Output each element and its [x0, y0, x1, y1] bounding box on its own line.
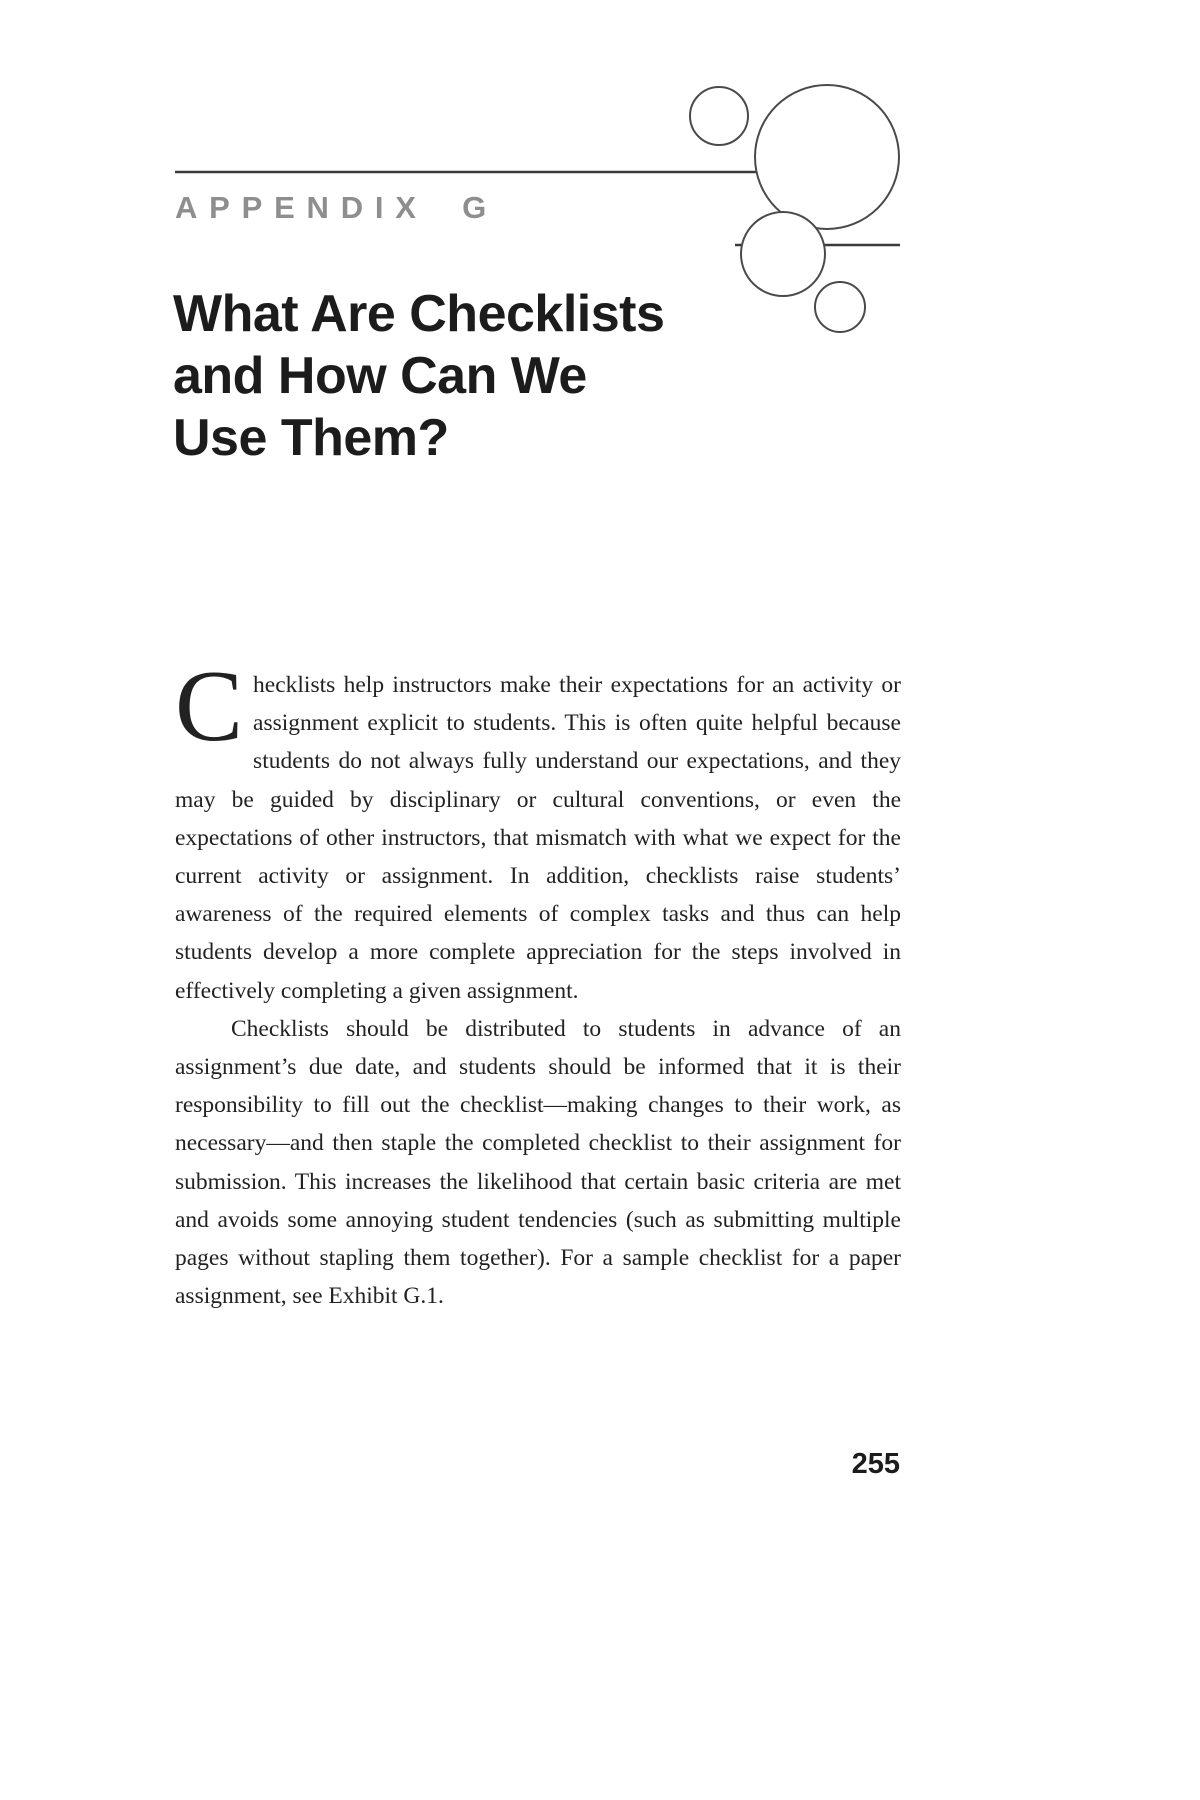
circle-small-bottom — [815, 282, 865, 332]
page-title-line-3: Use Them? — [173, 409, 449, 467]
appendix-label: APPENDIX G — [175, 190, 498, 225]
paragraph-2-text: Checklists should be distributed to students in advance of an assignment’s due date, and students should be informed that it is their responsibility to fill out the checklist—making changes to their work, as necessary—and then staple the completed checklist to their assignment for submission. This increases the likelihood that certain basic criteria are met and avoids some annoying student tendencies (such as submitting multiple pages without stapling them together). For a sample checklist for a paper assignment, see Exhibit G.1. — [175, 1015, 901, 1310]
body-text — [175, 650, 901, 1315]
circle-large — [755, 85, 899, 229]
paragraph-1-text: hecklists help instructors make their expectations for an activity or assignment explicit to students. This is often quite helpful because students do not always fully understand our expectations, and they may be guided by disciplinary or cultural conventions, or even the expectations of other instructors, that mismatch with what we expect for the current activity or assignment. In addition, checklists raise students’ awareness of the required elements of complex tasks and thus can help students develop a more complete appreciation for the steps involved in effectively completing a given assignment. — [175, 672, 901, 1004]
page-title-line-2: and How Can We — [173, 347, 587, 405]
page-title — [173, 283, 664, 469]
circle-medium — [741, 212, 825, 296]
page-title-line-1: What Are Checklists — [173, 285, 665, 343]
circle-small-top — [690, 87, 748, 145]
drop-cap: C — [175, 650, 244, 763]
page-number: 255 — [851, 1448, 900, 1480]
paragraph-2 — [175, 1010, 901, 1316]
paragraph-1 — [175, 650, 901, 1010]
